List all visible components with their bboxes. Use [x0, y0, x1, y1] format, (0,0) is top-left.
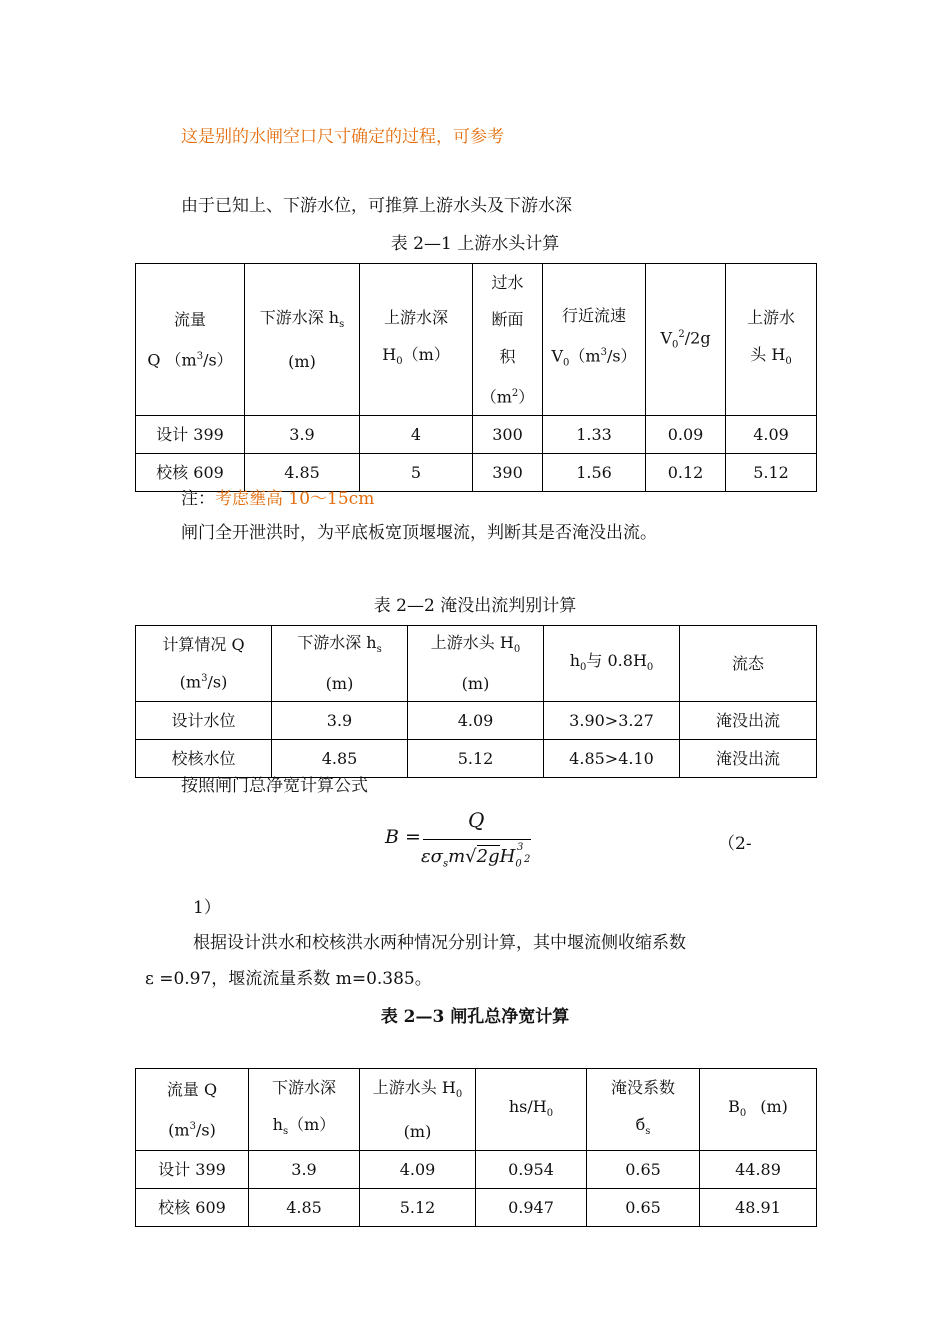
reference-note: 这是别的水闸空口尺寸确定的过程，可参考 [181, 127, 504, 147]
table-row [136, 1151, 817, 1189]
table2-header-row [136, 626, 817, 702]
table3-header-downstream-depth: 下游水深 $h_s(m)$ [249, 1069, 360, 1151]
table-cell: 4.85 [249, 1189, 360, 1227]
paragraph-coefficients-2: ε =0.97，堰流流量系数 m=0.385。 [145, 969, 432, 989]
table-row [136, 454, 817, 492]
formula-denominator: $\varepsilon\sigma_sm√2gH_0$ [421, 846, 522, 870]
equation-label-end: 1） [193, 898, 221, 918]
table3-header-upstream-head: 上游水头 $H_0$ (m) [360, 1069, 476, 1151]
table-cell: 设计 399 [136, 416, 245, 454]
table-cell: 5.12 [360, 1189, 476, 1227]
table1-header-upstream-head: 上游水 头 $H_0$ [726, 264, 817, 416]
paragraph-coefficients-1: 根据设计洪水和校核洪水两种情况分别计算，其中堰流侧收缩系数 [193, 933, 686, 953]
formula-intro: 按照闸门总净宽计算公式 [181, 776, 368, 796]
table-cell: 淹没出流 [680, 702, 817, 740]
table-cell: 3.9 [245, 416, 360, 454]
table1-header-area: 过水 断面 积 $(m^2)$ [473, 264, 543, 416]
table3-header-flow: 流量 Q $(m^3/s)$ [136, 1069, 249, 1151]
table-cell: 设计水位 [136, 702, 272, 740]
table2-header-condition: 计算情况 Q $(m^3/s)$ [136, 626, 272, 702]
table-cell: 3.9 [272, 702, 408, 740]
table-cell: 48.91 [700, 1189, 817, 1227]
intro-paragraph: 由于已知上、下游水位，可推算上游水头及下游水深 [181, 196, 572, 216]
table-cell: 0.09 [646, 416, 726, 454]
table2 [135, 625, 817, 778]
table-cell: 校核水位 [136, 740, 272, 778]
table-row [136, 1189, 817, 1227]
table-cell: 4.85 [245, 454, 360, 492]
table-cell: 4.09 [360, 1151, 476, 1189]
formula-exponent-denominator: 2 [524, 854, 531, 865]
table1-header-velocity-head: $V_0^2/2g$ [646, 264, 726, 416]
table2-header-comparison: $h_0$与 $0.8H_0$ [544, 626, 680, 702]
table-cell: 校核 609 [136, 454, 245, 492]
formula-lhs: B = [385, 826, 421, 848]
table3-header-net-width: $B_0$ (m) [700, 1069, 817, 1151]
table2-caption: 表 2—2 淹没出流判别计算 [373, 596, 577, 616]
equation-label: （2- [718, 834, 752, 854]
table-cell: 设计 399 [136, 1151, 249, 1189]
table-cell: 5.12 [408, 740, 544, 778]
table-cell: 4.09 [408, 702, 544, 740]
table-cell: 0.954 [476, 1151, 587, 1189]
table-cell: 0.65 [587, 1151, 700, 1189]
width-formula [385, 808, 545, 883]
table-cell: 4.09 [726, 416, 817, 454]
table-cell: 390 [473, 454, 543, 492]
table1-note: 注：考虑壅高 10～15cm [181, 489, 375, 509]
formula-numerator: Q [468, 808, 485, 832]
table-cell: 淹没出流 [680, 740, 817, 778]
table-cell: 5.12 [726, 454, 817, 492]
table1 [135, 263, 817, 492]
table-cell: 4 [360, 416, 473, 454]
table-row [136, 740, 817, 778]
table1-header-flow: 流量 Q $(m^3/s)$ [136, 264, 245, 416]
table-row [136, 416, 817, 454]
table3-header-row [136, 1069, 817, 1151]
table2-header-downstream-depth: 下游水深 $h_s$ (m) [272, 626, 408, 702]
table1-header-upstream-depth: 上游水深 $H_0(m)$ [360, 264, 473, 416]
table-cell: 0.12 [646, 454, 726, 492]
table1-header-downstream-depth: 下游水深 $h_s$ (m) [245, 264, 360, 416]
table-cell: 1.33 [543, 416, 646, 454]
table-cell: 44.89 [700, 1151, 817, 1189]
table1-header-row [136, 264, 817, 416]
table1-caption: 表 2—1 上游水头计算 [390, 234, 560, 254]
table3-header-submergence-coefficient: 淹没系数 $б_s$ [587, 1069, 700, 1151]
table-cell: 4.85 [272, 740, 408, 778]
table-cell: 300 [473, 416, 543, 454]
table3-caption: 表 2—3 闸孔总净宽计算 [380, 1007, 570, 1027]
paragraph-weir-flow: 闸门全开泄洪时，为平底板宽顶堰堰流，判断其是否淹没出流。 [181, 523, 657, 543]
table-cell: 校核 609 [136, 1189, 249, 1227]
table-cell: 5 [360, 454, 473, 492]
table-cell: 0.65 [587, 1189, 700, 1227]
table3 [135, 1068, 817, 1227]
table-cell: 3.9 [249, 1151, 360, 1189]
table3-header-ratio: $hs/H_0$ [476, 1069, 587, 1151]
table-cell: 1.56 [543, 454, 646, 492]
table-cell: 4.85>4.10 [544, 740, 680, 778]
table-row [136, 702, 817, 740]
table1-header-approach-velocity: 行近流速 $V_0(m^3/s)$ [543, 264, 646, 416]
table-cell: 0.947 [476, 1189, 587, 1227]
formula-exponent-numerator: 3 [517, 842, 524, 853]
table-cell: 3.90>3.27 [544, 702, 680, 740]
table2-header-upstream-head: 上游水头 $H_0$ (m) [408, 626, 544, 702]
fraction-bar [423, 839, 531, 840]
table2-header-flow-state: 流态 [680, 626, 817, 702]
